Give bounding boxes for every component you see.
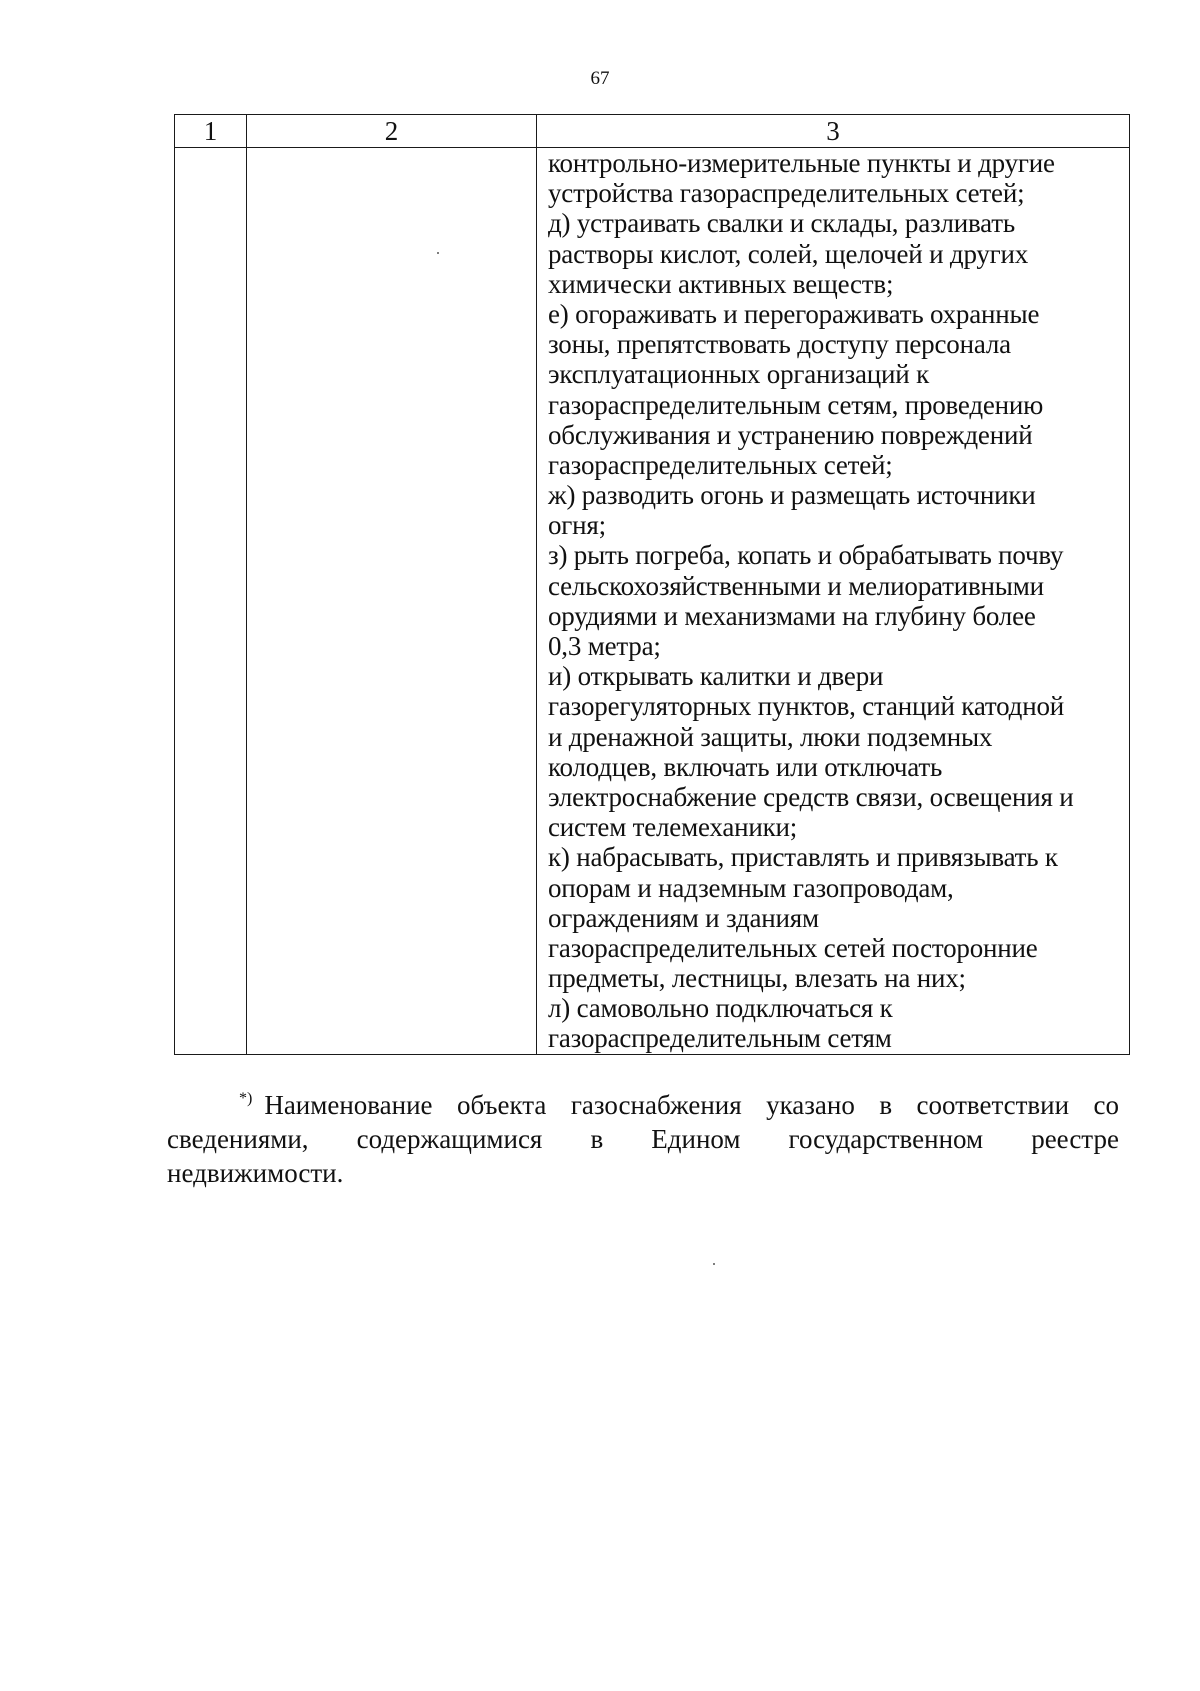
footnote-marker: *): [239, 1090, 253, 1107]
scan-speck: [713, 1263, 715, 1265]
content-table: [174, 114, 1130, 1055]
table-row: [175, 148, 1130, 1055]
text-line: ж) разводить огонь и размещать источники: [548, 480, 1036, 511]
table-header-row: [175, 115, 1130, 148]
footnote-word: сведениями,: [167, 1124, 309, 1154]
text-line: систем телемеханики;: [548, 812, 798, 843]
footnote-word: содержащимися: [356, 1124, 543, 1154]
text-line: химически активных веществ;: [548, 268, 894, 299]
footnote-word: газоснабжения: [570, 1090, 742, 1120]
text-line: зоны, препятствовать доступу персонала: [548, 329, 1011, 360]
footnote-word: указано: [766, 1090, 855, 1120]
footnote-word: соответствии: [916, 1090, 1070, 1120]
text-line: колодцев, включать или отключать: [548, 751, 943, 782]
text-line: опорам и надземным газопроводам,: [548, 872, 954, 903]
text-line: сельскохозяйственными и мелиоративными: [548, 570, 1044, 601]
page-number: 67: [590, 68, 610, 89]
footnote-word: реестре: [1031, 1124, 1119, 1154]
footnote-line-1: [167, 1088, 1119, 1122]
text-line: л) самовольно подключаться к: [548, 993, 893, 1024]
header-col-1: 1: [175, 115, 247, 148]
text-line: и) открывать калитки и двери: [548, 661, 884, 692]
text-line: газораспределительным сетям: [548, 1023, 892, 1054]
footnote-word: государственном: [788, 1124, 984, 1154]
text-line: электроснабжение средств связи, освещения и: [548, 781, 1074, 812]
restrictions-text: [548, 148, 1123, 1054]
text-line: и дренажной защиты, люки подземных: [548, 721, 993, 752]
cell-col-3: [537, 148, 1130, 1055]
text-line: 0,3 метра;: [548, 631, 661, 661]
text-line: эксплуатационных организаций к: [548, 359, 929, 390]
text-line: е) огораживать и перегораживать охранные: [548, 298, 1040, 329]
text-line: д) устраивать свалки и склады, разливать: [548, 208, 1015, 239]
text-line: к) набрасывать, приставлять и привязывать к: [548, 842, 1058, 873]
cell-col-1: [175, 148, 247, 1055]
text-line: газораспределительным сетям, проведению: [548, 389, 1044, 420]
text-line: контрольно-измерительные пункты и другие: [548, 148, 1055, 178]
text-line: ограждениям и зданиям: [548, 902, 819, 933]
header-col-3: 3: [537, 115, 1130, 148]
cell-col-2: [247, 148, 537, 1055]
footnote: [167, 1088, 1119, 1190]
footnote-word: со: [1093, 1090, 1119, 1120]
footnote-word: Наименование: [264, 1090, 433, 1120]
text-line: предметы, лестницы, влезать на них;: [548, 963, 966, 994]
text-line: газораспределительных сетей;: [548, 449, 893, 480]
text-line: огня;: [548, 510, 606, 541]
text-line: газораспределительных сетей посторонние: [548, 932, 1038, 963]
footnote-line-2: [167, 1122, 1119, 1156]
text-line: орудиями и механизмами на глубину более: [548, 600, 1036, 631]
footnote-line-3: недвижимости.: [167, 1158, 344, 1188]
footnote-word: в: [590, 1124, 604, 1154]
header-col-2: 2: [247, 115, 537, 148]
scan-speck: [437, 252, 439, 254]
text-line: газорегуляторных пунктов, станций катодной: [548, 691, 1065, 722]
footnote-word: Едином: [651, 1124, 741, 1154]
footnote-word: объекта: [456, 1090, 547, 1120]
text-line: растворы кислот, солей, щелочей и других: [548, 238, 1029, 269]
text-line: обслуживания и устранению повреждений: [548, 419, 1033, 450]
text-line: устройства газораспределительных сетей;: [548, 178, 1025, 209]
text-line: з) рыть погреба, копать и обрабатывать почву: [548, 540, 1064, 571]
footnote-word: в: [879, 1090, 893, 1120]
